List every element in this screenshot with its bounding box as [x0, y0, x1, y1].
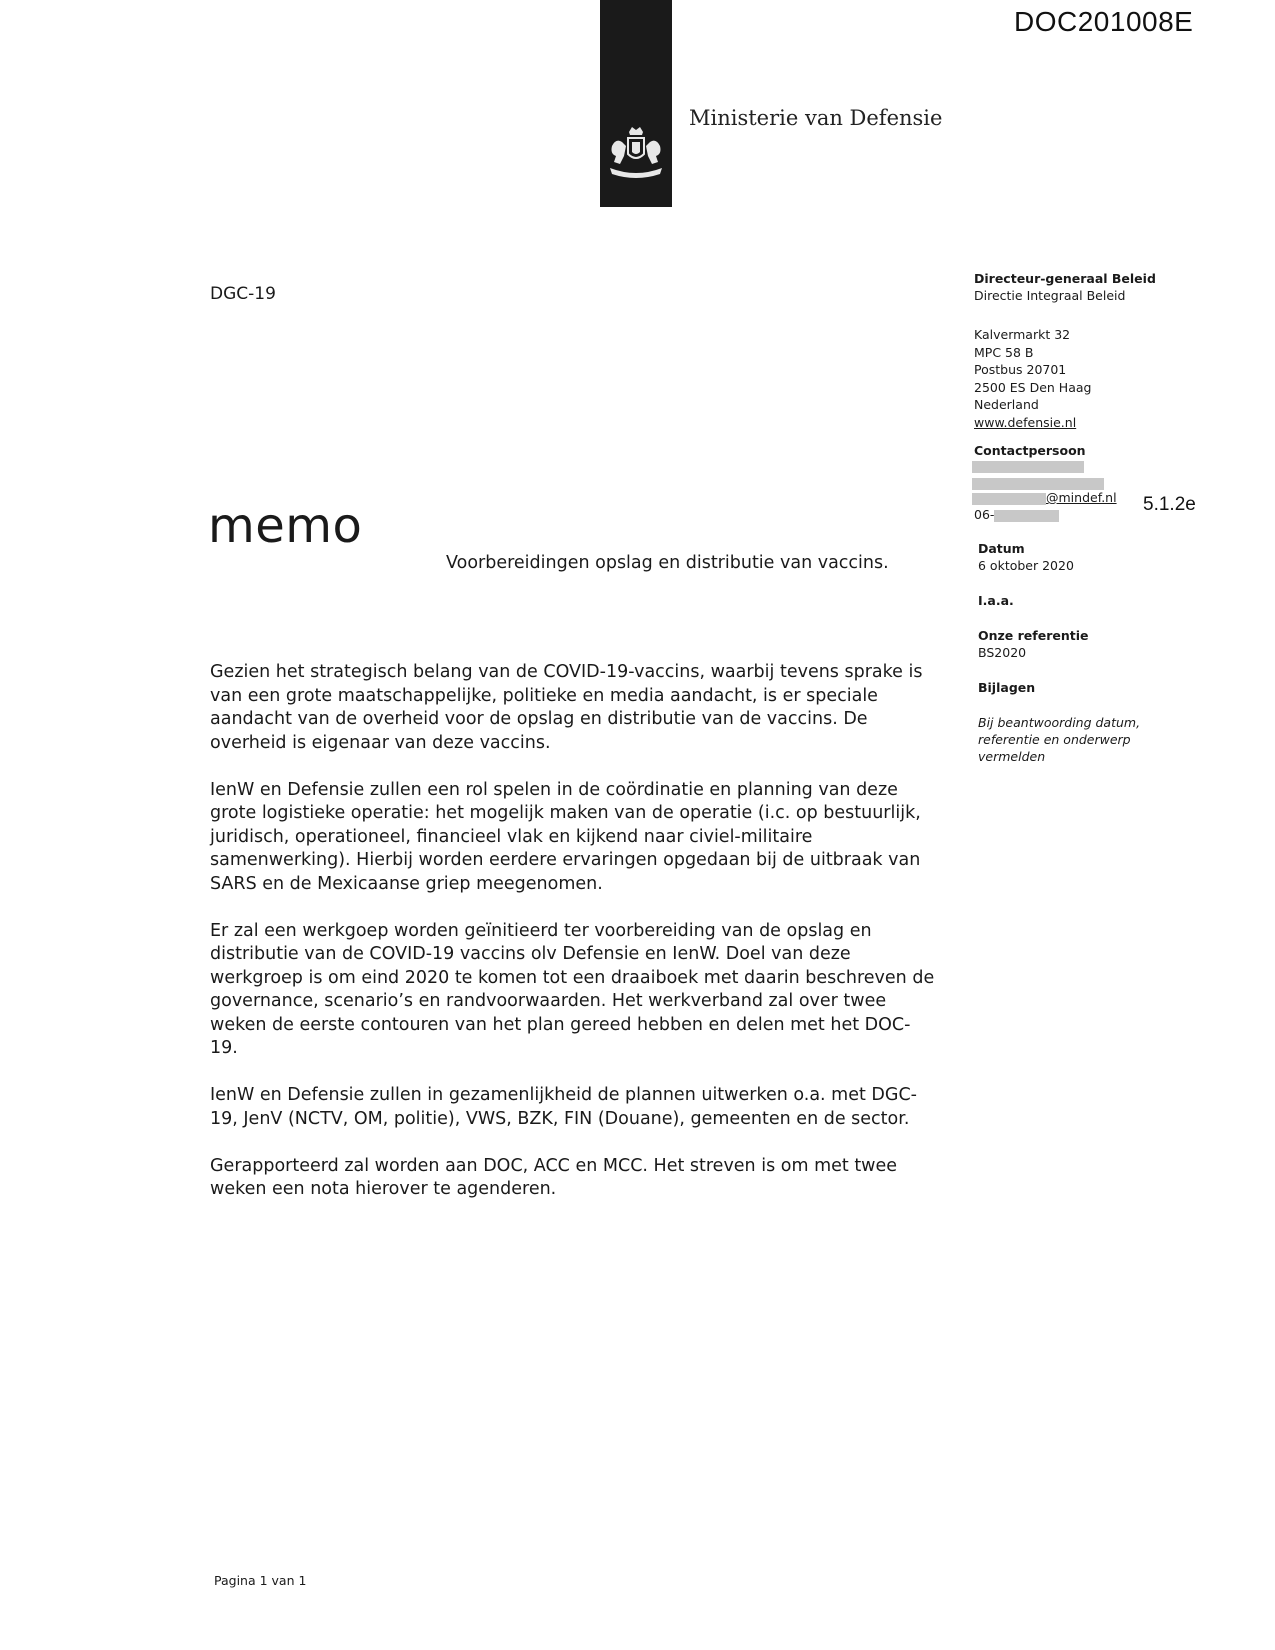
- redaction-code: 5.1.2e: [1143, 494, 1196, 515]
- body-line: overheid is eigenaar van deze vaccins.: [210, 732, 551, 753]
- address-line: MPC 58 B: [974, 344, 1034, 360]
- attachments-label: Bijlagen: [978, 680, 1036, 695]
- redacted-email: [972, 493, 1046, 505]
- body-paragraph: [210, 1084, 955, 1131]
- memo-body: [210, 661, 955, 1225]
- body-line: werkgroep is om eind 2020 te komen tot een draaiboek met daarin beschreven de: [210, 967, 935, 988]
- royal-coat-of-arms-icon: [602, 126, 670, 188]
- body-line: Gezien het strategisch belang van de COVID-19-vaccins, waarbij tevens sprake is: [210, 662, 923, 682]
- body-line: 19, JenV (NCTV, OM, politie), VWS, BZK, FIN (Douane), gemeenten en de sector.: [210, 1108, 910, 1129]
- body-line: 19.: [210, 1038, 238, 1058]
- body-paragraph: [210, 1155, 955, 1202]
- reply-note: vermelden: [978, 749, 1046, 764]
- body-line: samenwerking). Hierbij worden eerdere ervaringen opgedaan bij de uitbraak van: [210, 850, 921, 870]
- phone-prefix: 06-: [974, 507, 995, 522]
- website-link[interactable]: www.defensie.nl: [974, 414, 1077, 430]
- address-line: 2500 ES Den Haag: [974, 379, 1092, 395]
- department: Directeur-generaal Beleid: [974, 271, 1156, 286]
- date-label: Datum: [978, 541, 1025, 556]
- redacted-name: [972, 461, 1084, 473]
- redacted-phone: [994, 510, 1059, 522]
- memo-subject: Voorbereidingen opslag en distributie van vaccins.: [446, 553, 889, 573]
- address-line: Postbus 20701: [974, 362, 1067, 377]
- body-line: weken een nota hierover te agenderen.: [210, 1179, 557, 1199]
- body-paragraph: [210, 661, 955, 755]
- body-line: van een grote maatschappelijke, politieke en media aandacht, is er speciale: [210, 685, 878, 706]
- contact-heading: Contactpersoon: [974, 443, 1086, 458]
- body-line: distributie van de COVID-19 vaccins olv Defensie en IenW. Doel van deze: [210, 944, 851, 964]
- body-line: Gerapporteerd zal worden aan DOC, ACC en MCC. Het streven is om met twee: [210, 1155, 898, 1176]
- date-value: 6 oktober 2020: [978, 558, 1074, 573]
- body-line: weken de eerste contouren van het plan gereed hebben en delen met het DOC-: [210, 1014, 911, 1035]
- memo-title: memo: [208, 498, 363, 554]
- address-line: Nederland: [974, 397, 1039, 412]
- body-line: aandacht van de overheid voor de opslag en distributie van de vaccins. De: [210, 709, 868, 729]
- address-line: Kalvermarkt 32: [974, 327, 1071, 342]
- reference-label: Onze referentie: [978, 628, 1089, 643]
- reply-note: Bij beantwoording datum,: [978, 715, 1141, 730]
- redacted-function: [972, 478, 1104, 490]
- body-line: SARS en de Mexicaanse griep meegenomen.: [210, 873, 603, 894]
- body-paragraph: [210, 779, 955, 897]
- body-line: IenW en Defensie zullen een rol spelen in de coördinatie en planning van deze: [210, 779, 898, 800]
- body-line: IenW en Defensie zullen in gezamenlijkheid de plannen uitwerken o.a. met DGC-: [210, 1085, 917, 1105]
- reference-value: BS2020: [978, 645, 1027, 660]
- document-code: DOC201008E: [1014, 6, 1194, 37]
- page-number: Pagina 1 van 1: [214, 1573, 307, 1588]
- body-line: Er zal een werkgoep worden geïnitieerd ter voorbereiding van de opslag en: [210, 920, 872, 941]
- body-line: juridisch, operationeel, financieel vlak en kijkend naar civiel-militaire: [210, 826, 813, 847]
- directorate: Directie Integraal Beleid: [974, 288, 1126, 303]
- body-line: grote logistieke operatie: het mogelijk maken van de operatie (i.c. op bestuurlijk,: [210, 803, 921, 823]
- email-link[interactable]: @mindef.nl: [1046, 490, 1117, 505]
- body-line: governance, scenario’s en randvoorwaarden. Het werkverband zal over twee: [210, 991, 887, 1011]
- ministry-name: Ministerie van Defensie: [689, 106, 943, 130]
- recipient: DGC-19: [210, 284, 276, 304]
- iaa-label: I.a.a.: [978, 593, 1014, 608]
- ministry-logo: [600, 0, 672, 207]
- body-paragraph: [210, 920, 955, 1061]
- reply-note: referentie en onderwerp: [978, 732, 1131, 747]
